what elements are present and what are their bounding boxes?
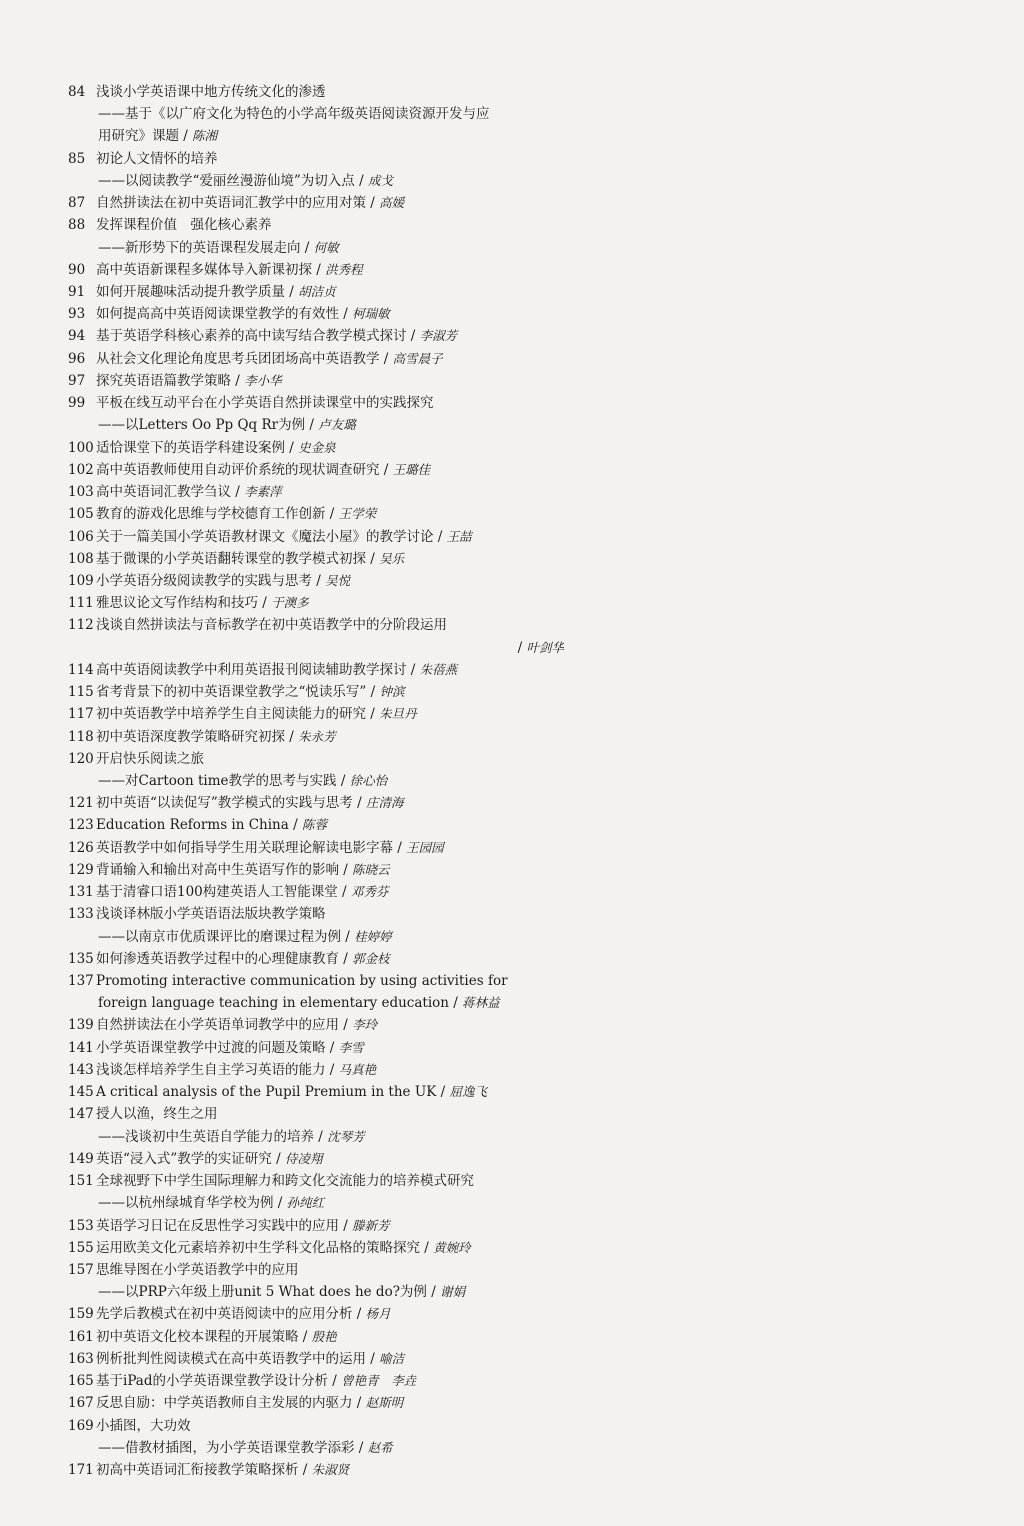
toc-entry — [68, 1015, 566, 1036]
page-number: 145 — [68, 1084, 94, 1101]
entry-author: 赵希 — [367, 1439, 393, 1455]
entry-title: 省考背景下的初中英语课堂教学之“悦读乐写” / — [96, 684, 376, 701]
toc-entry — [68, 815, 566, 836]
page-number: 135 — [68, 950, 94, 967]
entry-title: ——以阅读教学“爱丽丝漫游仙境”为切入点 / — [98, 172, 364, 189]
entry-author: 柯瑞敏 — [352, 306, 390, 322]
toc-entry — [68, 260, 566, 281]
entry-title: A critical analysis of the Pupil Premium in the UK / — [96, 1084, 446, 1101]
entry-title: ——基于《以广府文化为特色的小学高年级英语阅读资源开发与应 — [98, 106, 490, 123]
toc-entry — [68, 1216, 566, 1237]
page-number: 121 — [68, 795, 94, 812]
toc-entry — [68, 549, 566, 570]
entry-title: 探究英语语篇教学策略 / — [96, 372, 240, 389]
page-number: 143 — [68, 1061, 94, 1078]
page-number: 120 — [68, 750, 94, 767]
entry-title: 平板在线互动平台在小学英语自然拼读课堂中的实践探究 — [96, 395, 434, 412]
entry-title: 开启快乐阅读之旅 — [96, 750, 204, 767]
entry-author: 朱旦丹 — [379, 706, 417, 722]
entry-author: 李淑芳 — [419, 328, 458, 344]
page-number: 155 — [68, 1239, 94, 1256]
page-number: 161 — [68, 1328, 94, 1345]
entry-author: 朱永芳 — [298, 728, 336, 744]
toc-entry — [68, 860, 566, 881]
page-number: 167 — [68, 1395, 94, 1412]
page-number: 108 — [68, 550, 94, 567]
page-number: 114 — [68, 661, 94, 678]
entry-title: 如何开展趣味活动提升教学质量 / — [96, 284, 294, 301]
entry-author: 屈逸飞 — [449, 1084, 487, 1100]
entry-author: 陈湘 — [192, 128, 218, 144]
toc-entry — [68, 82, 566, 103]
page-number: 102 — [68, 461, 94, 478]
entry-title: 基于清睿口语100构建英语人工智能课堂 / — [96, 884, 347, 901]
toc-entry — [68, 1149, 566, 1170]
entry-author: 桂婷婷 — [354, 928, 392, 944]
entry-author: 沈琴芳 — [327, 1128, 365, 1144]
entry-title: 小学英语分级阅读教学的实践与思考 / — [96, 572, 321, 589]
entry-title: 雅思议论文写作结构和技巧 / — [96, 595, 267, 612]
entry-author: 马真艳 — [338, 1061, 377, 1077]
toc-entry-continuation — [68, 126, 566, 147]
toc-entry — [68, 838, 566, 859]
entry-author: 叶剑华 — [526, 639, 564, 655]
page-number: 123 — [68, 817, 94, 834]
entry-author: 侍凌翔 — [284, 1150, 323, 1166]
toc-entry-continuation — [68, 238, 566, 259]
toc-entry-continuation — [68, 1193, 566, 1214]
entry-author: 李素萍 — [244, 484, 282, 500]
entry-title: Education Reforms in China / — [96, 817, 298, 834]
page-number: 157 — [68, 1261, 94, 1278]
entry-title: ——新形势下的英语课程发展走向 / — [98, 239, 310, 256]
entry-author: 王学荣 — [338, 506, 377, 522]
page-number: 109 — [68, 572, 94, 589]
entry-author: 喻洁 — [379, 1350, 405, 1366]
entry-title: 高中英语新课程多媒体导入新课初探 / — [96, 261, 321, 278]
toc-entry — [68, 215, 566, 236]
entry-title: 浅谈译林版小学英语语法版块教学策略 — [96, 906, 326, 923]
entry-title: 用研究》课题 / — [98, 128, 188, 145]
toc-entry — [68, 304, 566, 325]
toc-entry-continuation — [0, 638, 564, 659]
page-number: 93 — [68, 306, 86, 323]
toc-entry — [68, 593, 566, 614]
toc-entry-continuation — [68, 993, 566, 1014]
toc-entry-continuation — [68, 415, 566, 436]
entry-title: 高中英语教师使用自动评价系统的现状调查研究 / — [96, 461, 389, 478]
toc-entry — [68, 571, 566, 592]
toc-entry — [68, 727, 566, 748]
page-number: 84 — [68, 84, 86, 100]
entry-title: ——借教材插图，为小学英语课堂教学添彩 / — [98, 1439, 364, 1456]
entry-title: 高中英语阅读教学中利用英语报刊阅读辅助教学探讨 / — [96, 661, 416, 678]
page-number: 115 — [68, 684, 94, 701]
page-number: 139 — [68, 1017, 94, 1034]
page-number: 90 — [68, 261, 86, 278]
page-number: 137 — [68, 973, 94, 990]
entry-title: ——浅谈初中生英语自学能力的培养 / — [98, 1128, 323, 1145]
entry-title: 高中英语词汇教学刍议 / — [96, 484, 240, 501]
entry-author: 赵斯明 — [365, 1395, 404, 1411]
page-number: 147 — [68, 1106, 94, 1123]
entry-title: 基于iPad的小学英语课堂教学设计分析 / — [96, 1373, 337, 1390]
toc-entry — [68, 1082, 566, 1103]
entry-title: ——以南京市优质课评比的磨课过程为例 / — [98, 928, 350, 945]
entry-author: 李雪 — [338, 1039, 364, 1055]
toc-entry-continuation — [68, 1282, 566, 1303]
entry-title: 自然拼读法在小学英语单词教学中的应用 / — [96, 1017, 348, 1034]
toc-entry — [68, 793, 566, 814]
entry-author: 徐心怡 — [349, 773, 388, 788]
toc-entry — [68, 1327, 566, 1348]
entry-title: foreign language teaching in elementary education / — [98, 995, 458, 1012]
page-number: 165 — [68, 1373, 94, 1390]
entry-title: 从社会文化理论角度思考兵团团场高中英语教学 / — [96, 350, 389, 367]
entry-title: 例析批判性阅读模式在高中英语教学中的运用 / — [96, 1350, 375, 1367]
entry-author: 蒋林益 — [462, 995, 500, 1011]
toc-entry — [68, 971, 566, 992]
entry-title: 先学后教模式在初中英语阅读中的应用分析 / — [96, 1306, 362, 1323]
toc-entry-continuation — [68, 771, 566, 792]
entry-author: 胡洁贞 — [298, 284, 336, 300]
toc-entry — [68, 1171, 566, 1192]
toc-entry — [68, 527, 566, 548]
entry-author: 成戈 — [367, 172, 393, 188]
toc-entry — [68, 704, 566, 725]
toc-entry — [68, 1038, 566, 1059]
entry-title: 初中英语文化校本课程的开展策略 / — [96, 1328, 308, 1345]
page-number: 106 — [68, 528, 94, 545]
page-number: 131 — [68, 884, 94, 901]
toc-entry — [68, 615, 566, 636]
page-number: 94 — [68, 328, 86, 345]
toc-entry — [68, 349, 566, 370]
entry-title: 浅谈小学英语课中地方传统文化的渗透 — [96, 84, 326, 100]
entry-author: 高雪晨子 — [392, 350, 443, 366]
toc-entry — [68, 371, 566, 392]
page-number: 159 — [68, 1306, 94, 1323]
toc-entry — [68, 438, 566, 459]
page-number: 112 — [68, 617, 94, 634]
page-number: 153 — [68, 1217, 94, 1234]
entry-title: 背诵输入和输出对高中生英语写作的影响 / — [96, 861, 348, 878]
entry-author: 王园园 — [406, 839, 444, 855]
page-number: 163 — [68, 1350, 94, 1367]
toc-entry — [68, 1304, 566, 1325]
page-number: 151 — [68, 1173, 94, 1190]
entry-title: 自然拼读法在初中英语词汇教学中的应用对策 / — [96, 195, 375, 212]
entry-author: 庄清海 — [365, 795, 404, 811]
toc-entry — [68, 904, 566, 925]
entry-title: 英语“浸入式”教学的实证研究 / — [96, 1150, 281, 1167]
page-number: 97 — [68, 372, 86, 389]
entry-author: 滕新芳 — [352, 1217, 390, 1233]
toc-entry — [68, 660, 566, 681]
entry-author: 洪秀程 — [325, 261, 363, 277]
toc-entry — [68, 149, 566, 170]
page-number: 103 — [68, 484, 94, 501]
entry-author: 吴悦 — [325, 572, 351, 588]
toc-entry — [68, 682, 566, 703]
entry-title: 如何提高高中英语阅读课堂教学的有效性 / — [96, 306, 348, 323]
toc-entry — [68, 282, 566, 303]
entry-author: 卢友璐 — [318, 417, 356, 433]
entry-author: 于澳多 — [271, 595, 309, 611]
page-number: 91 — [68, 284, 86, 301]
entry-title: 初论人文情怀的培养 — [96, 150, 218, 167]
entry-author: 何敏 — [313, 239, 339, 255]
page-number: 118 — [68, 728, 94, 745]
toc-entry — [68, 482, 566, 503]
toc-entry — [68, 1349, 566, 1370]
entry-title: 全球视野下中学生国际理解力和跨文化交流能力的培养模式研究 — [96, 1173, 474, 1190]
entry-title: 关于一篇美国小学英语教材课文《魔法小屋》的教学讨论 / — [96, 528, 443, 545]
entry-author: 陈晓云 — [352, 861, 390, 877]
toc-entry — [68, 1060, 566, 1081]
entry-title: 思维导图在小学英语教学中的应用 — [96, 1261, 299, 1278]
entry-title: 浅谈怎样培养学生自主学习英语的能力 / — [96, 1061, 335, 1078]
toc-entry — [68, 1371, 566, 1392]
toc-entry — [68, 949, 566, 970]
toc-entry — [68, 393, 566, 414]
toc-entry — [68, 460, 566, 481]
entry-author: 邓秀芬 — [350, 884, 389, 900]
toc-entry-continuation — [68, 1127, 566, 1148]
entry-title: 运用欧美文化元素培养初中生学科文化品格的策略探究 / — [96, 1239, 429, 1256]
entry-title: 小学英语课堂教学中过渡的问题及策略 / — [96, 1039, 335, 1056]
page-number: 141 — [68, 1039, 94, 1056]
entry-author: 钟滨 — [379, 684, 405, 700]
toc-entry — [68, 1104, 566, 1125]
toc-entry — [68, 193, 566, 214]
entry-author: 曾艳青 李垚 — [341, 1373, 417, 1389]
page-number: 126 — [68, 839, 94, 856]
entry-author: 朱蓓燕 — [419, 661, 458, 677]
entry-author: 孙纯红 — [286, 1195, 325, 1211]
entry-title: 基于微课的小学英语翻转课堂的教学模式初探 / — [96, 550, 375, 567]
page-number: 88 — [68, 217, 86, 234]
page-number: 133 — [68, 906, 94, 923]
toc-entry-continuation — [68, 104, 566, 125]
toc-entry — [68, 326, 566, 347]
entry-title: 初中英语“以读促写”教学模式的实践与思考 / — [96, 795, 362, 812]
entry-author: 李小华 — [244, 372, 282, 388]
toc-entry — [68, 749, 566, 770]
toc-entry-continuation — [68, 1438, 566, 1459]
toc-entry — [68, 1260, 566, 1281]
entry-author: 殷艳 — [311, 1328, 337, 1344]
entry-title: 初中英语教学中培养学生自主阅读能力的研究 / — [96, 706, 375, 723]
page-number: 87 — [68, 195, 86, 212]
entry-title: 小插图，大功效 — [96, 1417, 191, 1434]
entry-author: 杨月 — [365, 1306, 391, 1322]
page-number: 85 — [68, 150, 86, 167]
entry-title: ——对Cartoon time教学的思考与实践 / — [98, 773, 346, 789]
page-number: 129 — [68, 861, 94, 878]
entry-title: 初中英语深度教学策略研究初探 / — [96, 728, 294, 745]
entry-title: 适恰课堂下的英语学科建设案例 / — [96, 439, 294, 456]
page-number: 169 — [68, 1417, 94, 1434]
entry-title: 浅谈自然拼读法与音标教学在初中英语教学中的分阶段运用 — [96, 617, 447, 634]
entry-title: 教育的游戏化思维与学校德育工作创新 / — [96, 506, 335, 523]
page-number: 111 — [68, 595, 94, 612]
entry-title: 反思自励：中学英语教师自主发展的内驱力 / — [96, 1395, 362, 1412]
entry-title: ——以Letters Oo Pp Qq Rr为例 / — [98, 417, 314, 434]
entry-author: 王璐佳 — [392, 461, 431, 477]
page-number: 99 — [68, 395, 86, 412]
toc-entry — [68, 1460, 566, 1481]
entry-title: 英语教学中如何指导学生用关联理论解读电影字幕 / — [96, 839, 402, 856]
entry-author: 高媛 — [379, 195, 405, 211]
entry-title: Promoting interactive communication by using activities for — [96, 973, 508, 990]
entry-title: 授人以渔，终生之用 — [96, 1106, 218, 1123]
entry-author: 郭金枝 — [352, 950, 390, 966]
entry-author: 李玲 — [352, 1017, 378, 1033]
entry-author: 史金泉 — [298, 439, 336, 455]
toc-entry — [68, 1238, 566, 1259]
toc-entry-continuation — [68, 927, 566, 948]
entry-author: 陈蓉 — [301, 817, 327, 833]
page-number: 117 — [68, 706, 94, 723]
entry-author: 吴乐 — [379, 550, 405, 566]
toc-entry — [68, 504, 566, 525]
entry-author: 谢娟 — [440, 1284, 466, 1300]
toc-entry — [68, 1416, 566, 1437]
entry-title: / — [517, 639, 523, 656]
entry-title: 发挥课程价值 强化核心素养 — [96, 217, 272, 234]
entry-title: ——以PRP六年级上册unit 5 What does he do?为例 / — [98, 1284, 436, 1301]
page-number: 96 — [68, 350, 86, 367]
entry-title: 英语学习日记在反思性学习实践中的应用 / — [96, 1217, 348, 1234]
entry-title: 基于英语学科核心素养的高中读写结合教学模式探讨 / — [96, 328, 416, 345]
toc-entry — [68, 882, 566, 903]
entry-author: 王喆 — [446, 528, 472, 544]
entry-title: 初高中英语词汇衔接教学策略探析 / — [96, 1462, 308, 1478]
page-number: 171 — [68, 1462, 94, 1478]
entry-author: 黄婉玲 — [433, 1239, 471, 1255]
page-number: 105 — [68, 506, 94, 523]
entry-title: 如何渗透英语教学过程中的心理健康教育 / — [96, 950, 348, 967]
toc-entry — [68, 1393, 566, 1414]
toc-entry-continuation — [68, 171, 566, 192]
page-number: 100 — [68, 439, 94, 456]
page-number: 149 — [68, 1150, 94, 1167]
entry-title: ——以杭州绿城育华学校为例 / — [98, 1195, 283, 1212]
entry-author: 朱淑贤 — [311, 1462, 350, 1477]
